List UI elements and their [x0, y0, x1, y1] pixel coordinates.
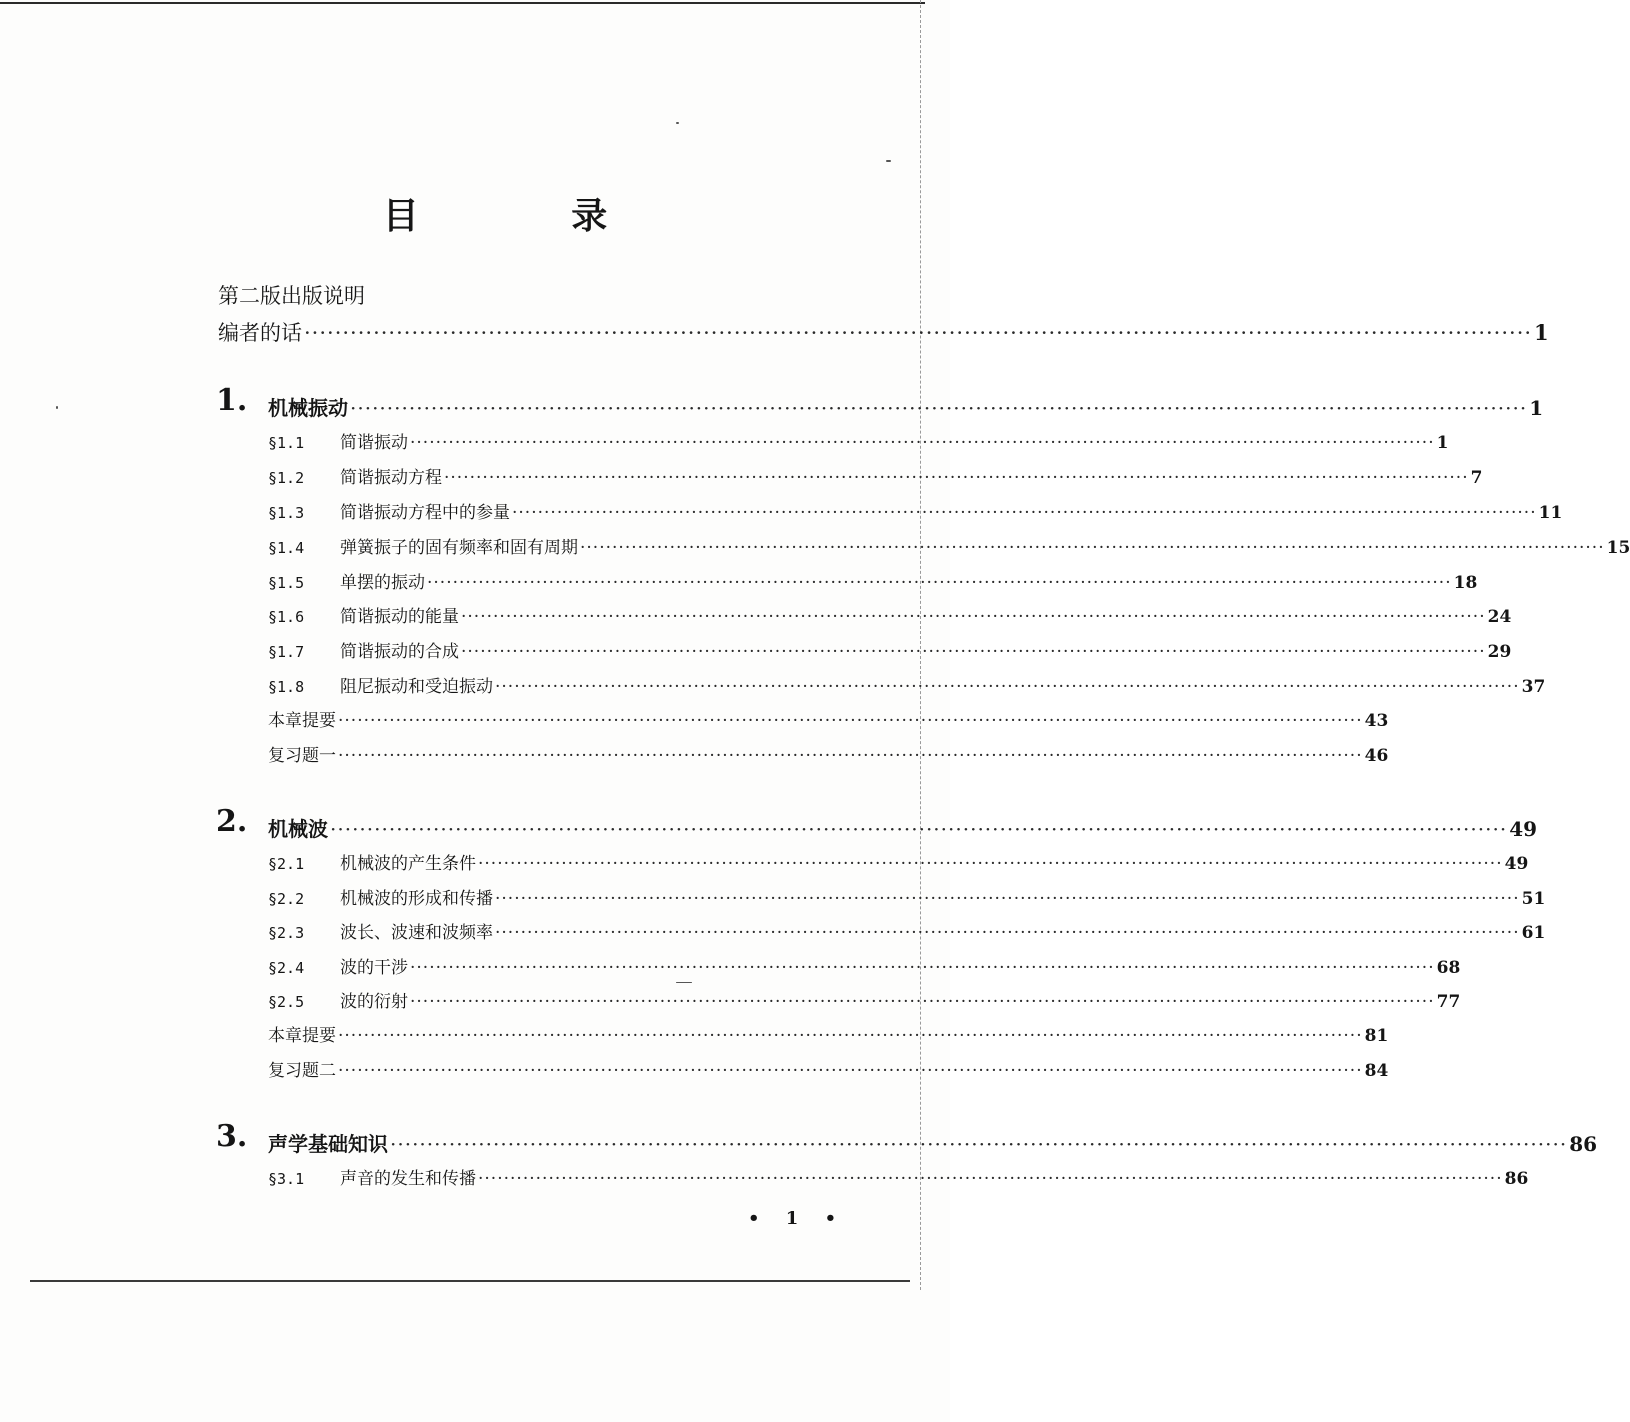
entry-page-number: 51	[1521, 889, 1546, 909]
entry-page-number: 86	[1504, 1169, 1529, 1189]
section-number: §2.4	[268, 959, 305, 977]
entry-page-number: 81	[1364, 1026, 1389, 1046]
section-label	[268, 568, 425, 593]
entry-page-number: 1	[1529, 396, 1544, 420]
section-number: §1.8	[268, 678, 305, 696]
section-number: §2.5	[268, 993, 305, 1011]
section-number: §2.1	[268, 855, 305, 873]
section-number: §1.2	[268, 469, 305, 487]
entry-label: 编者的话	[218, 321, 302, 345]
scan-speck	[886, 160, 891, 162]
leader-dots: ································································································································································	[495, 677, 1520, 697]
entry-page-number: 37	[1521, 677, 1546, 697]
entry-page-number: 1	[1534, 320, 1549, 345]
toc-section-entry	[268, 953, 1461, 978]
leader-dots: ································································································································································	[338, 711, 1363, 731]
entry-page-number: 29	[1487, 642, 1512, 662]
section-title: 波的干涉	[340, 958, 408, 978]
section-title: 机械波的产生条件	[340, 854, 476, 874]
leader-dots: ································································································································································	[330, 817, 1508, 841]
leader-dots: ································································································································································	[461, 607, 1486, 627]
chapter-title: 声学基础知识	[268, 1132, 388, 1156]
toc-section-entry	[268, 849, 1529, 874]
toc-section-entry	[268, 1056, 1389, 1081]
leader-dots: ································································································································································	[512, 503, 1537, 523]
scan-speck	[56, 406, 58, 409]
leader-dots: ································································································································································	[410, 992, 1435, 1012]
entry-page-number: 68	[1436, 958, 1461, 978]
section-label	[268, 428, 408, 453]
entry-page-number: 86	[1569, 1132, 1598, 1156]
entry-page-number: 15	[1606, 538, 1630, 558]
section-title: 机械波的形成和传播	[340, 889, 493, 909]
section-number: §1.1	[268, 434, 305, 452]
section-label	[268, 498, 510, 523]
section-label	[268, 602, 459, 627]
scan-speck	[676, 982, 692, 983]
section-number: §1.5	[268, 574, 305, 592]
section-title: 简谐振动方程	[340, 468, 442, 488]
leader-dots: ································································································································································	[338, 1061, 1363, 1081]
section-number: §3.1	[268, 1170, 305, 1188]
chapter-number: 3.	[216, 1119, 248, 1154]
section-title: 阻尼振动和受迫振动	[340, 677, 493, 697]
section-number: §1.7	[268, 643, 305, 661]
toc-section-entry	[268, 706, 1389, 731]
section-label	[268, 533, 578, 558]
toc-section-entry	[268, 463, 1483, 488]
entry-page-number: 49	[1509, 817, 1538, 841]
entry-page-number: 7	[1470, 468, 1483, 488]
leader-dots: ································································································································································	[410, 958, 1435, 978]
entry-page-number: 77	[1436, 992, 1461, 1012]
toc-section-entry	[268, 568, 1478, 593]
section-label	[268, 884, 493, 909]
toc-section-entry	[268, 672, 1546, 697]
entry-page-number: 24	[1487, 607, 1512, 627]
leader-dots: ································································································································································	[350, 396, 1528, 420]
toc-section-entry	[268, 637, 1512, 662]
section-title: 波的衍射	[340, 992, 408, 1012]
page-title: 目 录	[382, 195, 678, 237]
section-label	[268, 987, 408, 1012]
leader-dots: ································································································································································	[495, 889, 1520, 909]
leader-dots: ································································································································································	[461, 642, 1486, 662]
leader-dots: ································································································································································	[478, 854, 1503, 874]
chapter-title: 机械振动	[268, 396, 348, 420]
toc-section-entry	[268, 533, 1630, 558]
toc-section-entry	[268, 498, 1563, 523]
toc-section-entry	[268, 602, 1512, 627]
entry-page-number: 11	[1538, 503, 1563, 523]
section-number: §1.4	[268, 539, 305, 557]
section-title: 声音的发生和传播	[340, 1169, 476, 1189]
entry-page-number: 46	[1364, 746, 1389, 766]
section-title: 复习题一	[268, 746, 336, 766]
leader-dots: ································································································································································	[338, 1026, 1363, 1046]
bottom-border-line	[30, 1280, 910, 1282]
section-label	[268, 953, 408, 978]
section-title: 简谐振动的能量	[340, 607, 459, 627]
entry-page-number: 49	[1504, 854, 1529, 874]
section-label	[268, 672, 493, 697]
chapter-number: 1.	[216, 383, 248, 418]
entry-page-number: 61	[1521, 923, 1546, 943]
leader-dots: ································································································································································	[338, 746, 1363, 766]
section-label	[268, 918, 493, 943]
toc-entry-front	[218, 317, 1549, 347]
section-title: 简谐振动	[340, 433, 408, 453]
section-number: §2.2	[268, 890, 305, 908]
section-label	[268, 1164, 476, 1189]
section-title: 本章提要	[268, 711, 336, 731]
section-title: 弹簧振子的固有频率和固有周期	[340, 538, 578, 558]
section-title: 波长、波速和波频率	[340, 923, 493, 943]
chapter-number: 2.	[216, 804, 248, 839]
section-number: §1.6	[268, 608, 305, 626]
leader-dots: ································································································································································	[427, 573, 1452, 593]
entry-label: 第二版出版说明	[218, 284, 365, 308]
toc-section-entry	[268, 918, 1546, 943]
chapter-title: 机械波	[268, 817, 328, 841]
toc-section-entry	[268, 987, 1461, 1012]
entry-page-number: 43	[1364, 711, 1389, 731]
section-title: 简谐振动的合成	[340, 642, 459, 662]
section-label	[268, 849, 476, 874]
top-border-line	[0, 2, 925, 4]
section-title: 本章提要	[268, 1026, 336, 1046]
scan-speck	[676, 122, 679, 124]
leader-dots: ································································································································································	[478, 1169, 1503, 1189]
toc-section-entry	[268, 1021, 1389, 1046]
section-title: 复习题二	[268, 1061, 336, 1081]
toc-entry-front	[218, 280, 846, 310]
toc-section-entry	[268, 428, 1449, 453]
leader-dots: ································································································································································	[444, 468, 1469, 488]
entry-page-number: 1	[1436, 433, 1449, 453]
leader-dots: ································································································································································	[390, 1132, 1568, 1156]
section-label	[268, 463, 442, 488]
leader-dots: ································································································································································	[580, 538, 1605, 558]
toc-section-entry	[268, 1164, 1529, 1189]
toc-section-entry	[268, 884, 1546, 909]
section-number: §2.3	[268, 924, 305, 942]
section-title: 单摆的振动	[340, 573, 425, 593]
toc-section-entry	[268, 741, 1389, 766]
section-label	[268, 637, 459, 662]
section-title: 简谐振动方程中的参量	[340, 503, 510, 523]
page-number-footer: • 1 •	[748, 1208, 847, 1229]
toc-chapter-entry	[268, 813, 1538, 842]
entry-page-number: 18	[1453, 573, 1478, 593]
toc-chapter-entry	[268, 392, 1544, 421]
leader-dots: ································································································································································	[304, 321, 1533, 345]
leader-dots: ································································································································································	[495, 923, 1520, 943]
leader-dots: ································································································································································	[410, 433, 1435, 453]
entry-page-number: 84	[1364, 1061, 1389, 1081]
section-number: §1.3	[268, 504, 305, 522]
toc-chapter-entry	[268, 1128, 1598, 1157]
